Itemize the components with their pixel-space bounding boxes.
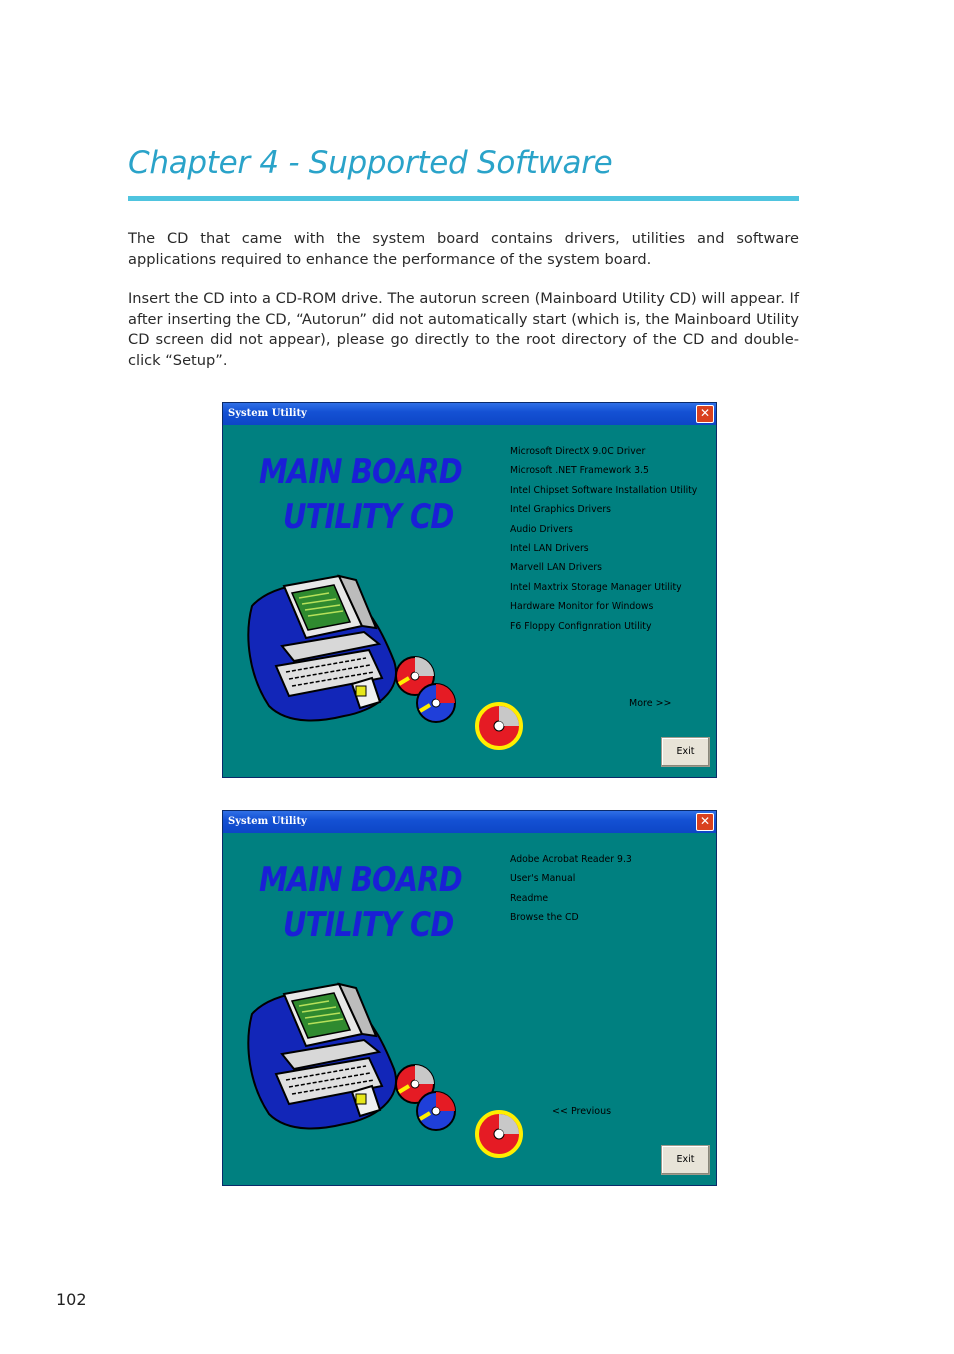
logo-line-1: MAIN BOARD (259, 452, 462, 492)
menu-item-marvell-lan[interactable]: Marvell LAN Drivers (510, 562, 602, 574)
logo-line-2: UTILITY CD (283, 905, 454, 945)
title-rule (128, 196, 799, 201)
chapter-title: Chapter 4 - Supported Software (128, 145, 613, 181)
menu-item-acrobat-reader[interactable]: Adobe Acrobat Reader 9.3 (510, 854, 632, 865)
logo-line-1: MAIN BOARD (259, 860, 462, 900)
menu-item-browse-cd[interactable]: Browse the CD (510, 912, 579, 924)
computer-icon (248, 984, 396, 1128)
intro-paragraph: The CD that came with the system board contains drivers, utilities and software applications required to enhance the performance of the system board. (128, 230, 799, 268)
exit-button[interactable]: Exit (661, 737, 710, 767)
menu-item-f6-floppy[interactable]: F6 Floppy Confignration Utility (510, 620, 652, 632)
page-number: 102 (56, 1290, 87, 1309)
cd-icon-2 (417, 1092, 455, 1130)
menu-item-chipset[interactable]: Intel Chipset Software Installation Utility (510, 484, 698, 496)
window-title: System Utility (228, 408, 307, 419)
title-bar[interactable] (223, 403, 716, 425)
instructions-paragraph: Insert the CD into a CD-ROM drive. The autorun screen (Mainboard Utility CD) will appear. If after inserting the CD, “Autorun” did not automatically start (which is, the Mainboard Utility CD screen did not appear), please go directly to the root directory of the CD and double-click “Setup”. (128, 290, 799, 369)
menu-list (510, 852, 632, 930)
menu-list (510, 444, 697, 638)
more-link[interactable]: More >> (629, 698, 672, 709)
computer-icon (248, 576, 396, 720)
close-icon: ✕ (699, 406, 711, 420)
menu-item-users-manual[interactable]: User's Manual (510, 873, 576, 885)
menu-item-audio[interactable]: Audio Drivers (510, 523, 573, 535)
menu-item-readme[interactable]: Readme (510, 892, 549, 904)
cd-icon-3 (477, 704, 521, 748)
exit-button[interactable]: Exit (661, 1145, 710, 1175)
logo-line-2: UTILITY CD (283, 497, 454, 537)
close-button[interactable] (696, 813, 714, 831)
computer-cd-illustration (244, 566, 524, 756)
window-title: System Utility (228, 816, 307, 827)
cd-icon-2 (417, 684, 455, 722)
system-utility-window-1 (222, 402, 717, 778)
menu-item-directx[interactable]: Microsoft DirectX 9.0C Driver (510, 446, 646, 457)
cd-icon-3 (477, 1112, 521, 1156)
previous-link[interactable]: << Previous (552, 1106, 612, 1117)
close-button[interactable] (696, 405, 714, 423)
computer-cd-illustration (244, 974, 524, 1164)
window-client-area (226, 426, 713, 774)
close-icon: ✕ (699, 814, 711, 828)
menu-item-net-framework[interactable]: Microsoft .NET Framework 3.5 (510, 465, 649, 477)
window-client-area (226, 834, 713, 1182)
menu-item-storage-manager[interactable]: Intel Maxtrix Storage Manager Utility (510, 581, 682, 593)
menu-item-graphics[interactable]: Intel Graphics Drivers (510, 504, 611, 516)
menu-item-hardware-monitor[interactable]: Hardware Monitor for Windows (510, 601, 654, 613)
title-bar[interactable] (223, 811, 716, 833)
system-utility-window-2 (222, 810, 717, 1186)
menu-item-intel-lan[interactable]: Intel LAN Drivers (510, 542, 589, 554)
